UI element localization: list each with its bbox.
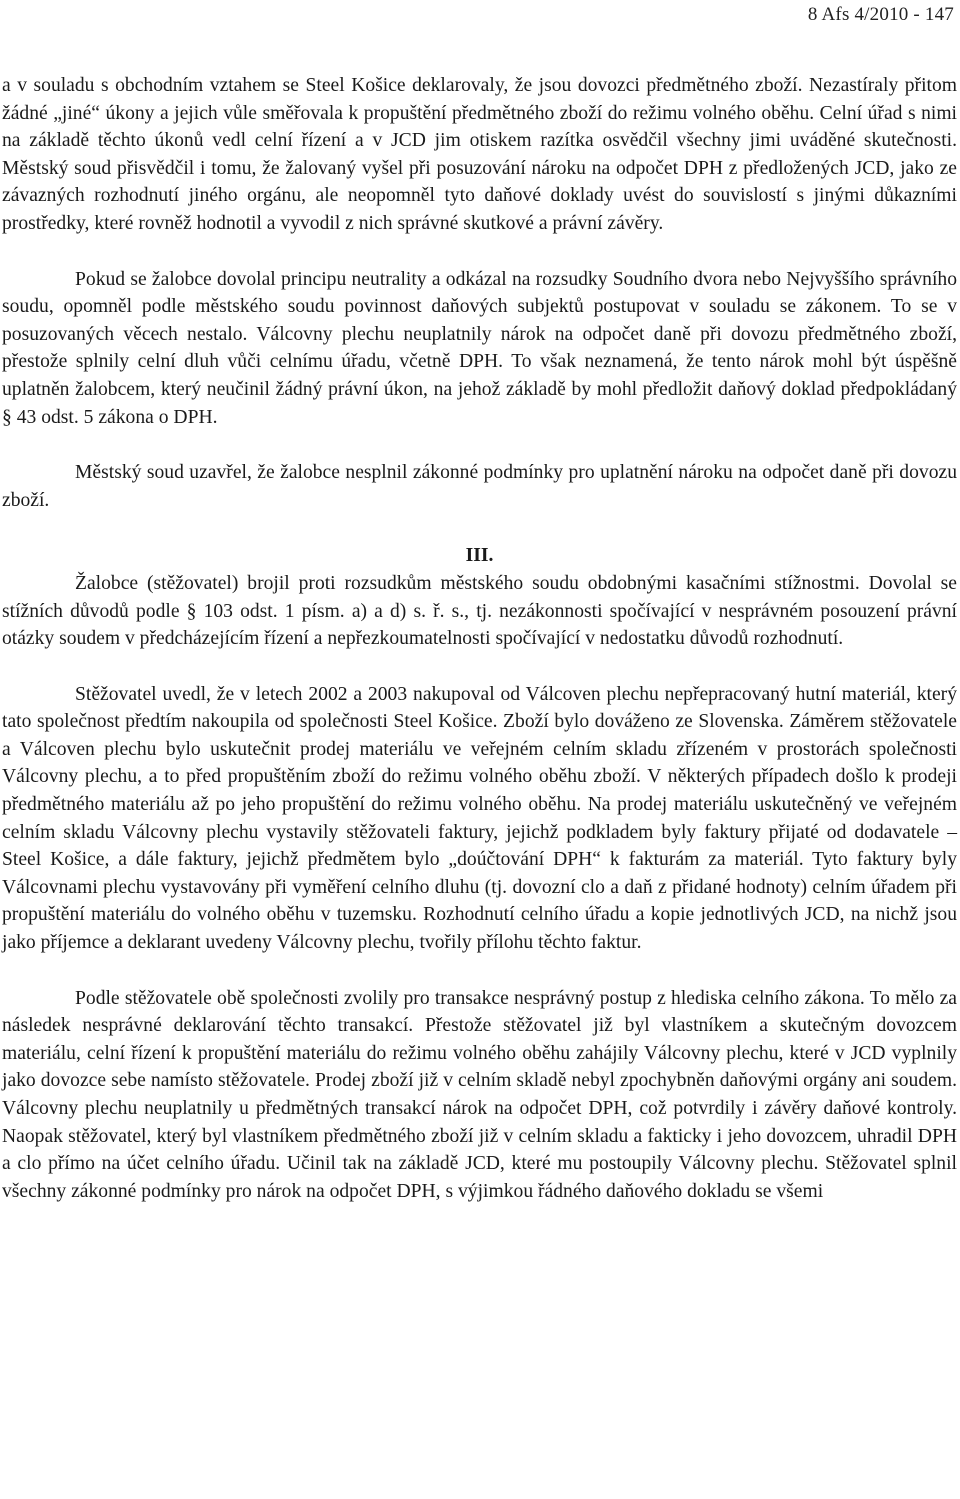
page-reference: 8 Afs 4/2010 - 147 xyxy=(807,4,954,25)
paragraph-gap xyxy=(2,957,957,985)
paragraph-gap xyxy=(2,514,957,542)
paragraph-gap xyxy=(2,238,957,266)
paragraph-5: Stěžovatel uvedl, že v letech 2002 a 2003 nakupoval od Válcoven plechu nepřepracovaný hutní materiál, který tato společnost předtím nakoupila od společnosti Steel Košice. Zboží bylo dováženo ze Slovenska. Záměrem stěžovatele a Válcoven plechu bylo uskutečnit prodej materiálu ve veřejném celním skladu zřízeném v prostorách společnosti Válcovny plechu, a to před propuštěním zboží do režimu volného oběhu zboží. V některých případech došlo k prodeji předmětného materiálu až po jeho propuštění do režimu volného oběhu. Na prodej materiálu uskutečněný ve veřejném celním skladu Válcovny plechu vystavily stěžovateli faktury, jejichž podkladem byly faktury přijaté od dodavatele – Steel Košice, a dále faktury, jejichž předmětem bylo „doúčtování DPH“ k fakturám za materiál. Tyto faktury byly Válcovnami plechu vystavovány při vyměření celního dluhu (tj. dovozní clo a daň z přidané hodnoty) celním úřadem při propuštění materiálu do volného oběhu v tuzemsku. Rozhodnutí celního úřadu a kopie jednotlivých JCD, na nichž jsou jako příjemce a deklarant uvedeny Válcovny plechu, tvořily přílohu těchto faktur. xyxy=(2,683,957,954)
paragraph-2: Pokud se žalobce dovolal principu neutrality a odkázal na rozsudky Soudního dvora nebo Nejvyššího správního soudu, opomněl podle městského soudu povinnost daňových subjektů postupovat v souladu se zákonem. To se v posuzovaných věcech nestalo. Válcovny plechu neuplatnily nárok na odpočet daně při dovozu předmětného zboží, přestože splnily celní dluh vůči celnímu úřadu, včetně DPH. To však neznamená, že tento nárok mohl být úspěšně uplatněn žalobcem, který neučinil žádný právní úkon, na jehož základě by mohl předložit daňový doklad předpokládaný § 43 odst. 5 zákona o DPH. xyxy=(2,268,957,428)
paragraph-1: a v souladu s obchodním vztahem se Steel Košice deklarovaly, že jsou dovozci předmětného zboží. Nezastíraly přitom žádné „jiné“ úkony a jejich vůle směřovala k propuštění předmětného zboží do režimu volného oběhu. Celní úřad s nimi na základě těchto úkonů vedl celní řízení a v JCD jim otiskem razítka osvědčil všechny jimi uváděné skutečnosti. Městský soud přisvědčil i tomu, že žalovaný vyšel při posuzování nároku na odpočet DPH z předložených JCD, jako ze závazných rozhodnutí jiného orgánu, ale neopomněl tyto daňové doklady uvést do souvislostí s jinými důkazními prostředky, které rovněž hodnotil a vyvodil z nich správné skutkové a právní závěry. xyxy=(2,75,957,234)
paragraph-gap xyxy=(2,653,957,681)
paragraph-4: Žalobce (stěžovatel) brojil proti rozsudkům městského soudu obdobnými kasačními stížnostmi. Dovolal se stížních důvodů podle § 103 odst. 1 písm. a) a d) s. ř. s., tj. nezákonnosti spočívající v nesprávném posouzení právní otázky soudem v předcházejícím řízení a nepřezkoumatelnosti spočívající v nedostatku důvodů rozhodnutí. xyxy=(2,572,957,650)
paragraph-3: Městský soud uzavřel, že žalobce nesplnil zákonné podmínky pro uplatnění nároku na odpočet daně při dovozu zboží. xyxy=(2,462,957,511)
paragraph-gap xyxy=(2,431,957,459)
section-heading: III. xyxy=(465,545,494,567)
paragraph-6: Podle stěžovatele obě společnosti zvolily pro transakce nesprávný postup z hlediska celního zákona. To mělo za následek nesprávné deklarování těchto transakcí. Přestože stěžovatel již byl vlastníkem a skutečným dovozcem materiálu, celní řízení k propuštění materiálu do režimu volného oběhu zahájily Válcovny plechu, které v JCD vyplnily jako dovozce sebe namísto stěžovatele. Prodej zboží již v celním skladě nebyl zpochybněn daňovými orgány ani soudem. Válcovny plechu neuplatnily u předmětných transakcí nárok na odpočet DPH, což potvrdily i závěry daňové kontroly. Naopak stěžovatel, který byl vlastníkem předmětného zboží již v celním skladu a fakticky i jeho dovozcem, uhradil DPH a clo přímo na účet celního úřadu. Učinil tak na základě JCD, které mu postoupily Válcovny plechu. Stěžovatel splnil všechny zákonné podmínky pro nárok na odpočet DPH, s výjimkou řádného daňového dokladu se všemi xyxy=(2,987,957,1202)
document-body xyxy=(2,72,957,1205)
